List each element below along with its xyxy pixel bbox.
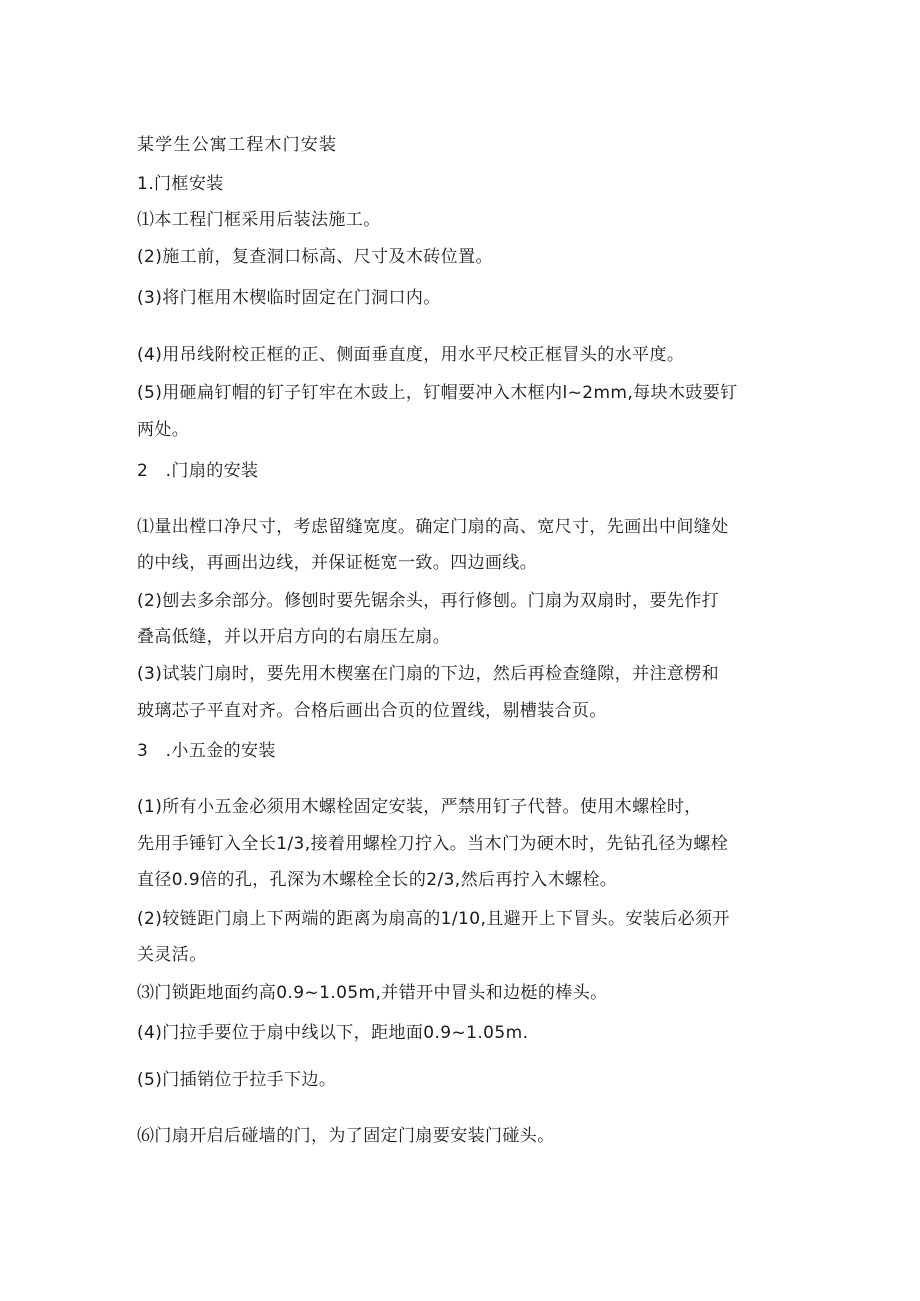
- paragraph-line: (2)较链距门扇上下两端的距离为扇高的1/10,且避开上下冒头。安装后必须开: [137, 909, 730, 929]
- paragraph-line: (5)门插销位于拉手下边。: [137, 1070, 337, 1090]
- paragraph-line: 直径0.9倍的孔，孔深为木螺栓全长的2/3,然后再拧入木螺栓。: [137, 870, 618, 890]
- paragraph-line: (4)用吊线附校正框的正、侧面垂直度，用水平尺校正框冒头的水平度。: [137, 345, 685, 365]
- paragraph-line: ⑴本工程门框采用后装法施工。: [137, 210, 381, 230]
- paragraph-line: ⑴量出樘口净尺寸，考虑留缝宽度。确定门扇的高、宽尺寸，先画出中间缝处: [137, 517, 729, 537]
- paragraph-line: (1)所有小五金必须用木螺栓固定安装，严禁用钉子代替。使用木螺栓时，: [137, 797, 702, 817]
- paragraph-line: (3)试装门扇时，要先用木楔塞在门扇的下边，然后再检查缝隙，并注意楞和: [137, 664, 720, 684]
- paragraph-line: (5)用砸扁钉帽的钉子钉牢在木豉上，钉帽要冲入木框内l~2mm,每块木豉要钉: [137, 383, 738, 403]
- paragraph-line: 关灵活。: [137, 945, 207, 965]
- paragraph-line: 两处。: [137, 420, 190, 440]
- paragraph-line: 玻璃芯子平直对齐。合格后画出合页的位置线，剔槽装合页。: [137, 701, 607, 721]
- paragraph-line: 先用手锤钉入全长1/3,接着用螺栓刀拧入。当木门为硬木时，先钻孔径为螺栓: [137, 834, 729, 854]
- section-heading-door-frame: 1.门框安装: [137, 174, 224, 194]
- paragraph-line: 的中线，再画出边线，并保证梃宽一致。四边画线。: [137, 553, 538, 573]
- document-title: 某学生公寓工程木门安装: [137, 135, 338, 155]
- paragraph-line: (2)刨去多余部分。修刨时要先锯余头，再行修刨。门扇为双扇时，要先作打: [137, 591, 720, 611]
- paragraph-line: (4)门拉手要位于扇中线以下，距地面0.9~1.05m.: [137, 1023, 529, 1043]
- paragraph-line: ⑹门扇开启后碰墙的门，为了固定门扇要安装门碰头。: [137, 1126, 555, 1146]
- paragraph-line: (2)施工前，复查洞口标高、尺寸及木砖位置。: [137, 247, 493, 267]
- section-heading-hardware: 3 .小五金的安装: [137, 741, 276, 761]
- paragraph-line: 叠高低缝，并以开启方向的右扇压左扇。: [137, 627, 451, 647]
- paragraph-line: ⑶门锁距地面约高0.9~1.05m,并错开中冒头和边梃的棒头。: [137, 983, 608, 1003]
- paragraph-line: (3)将门框用木楔临时固定在门洞口内。: [137, 288, 441, 308]
- section-heading-door-leaf: 2 .门扇的安装: [137, 461, 259, 481]
